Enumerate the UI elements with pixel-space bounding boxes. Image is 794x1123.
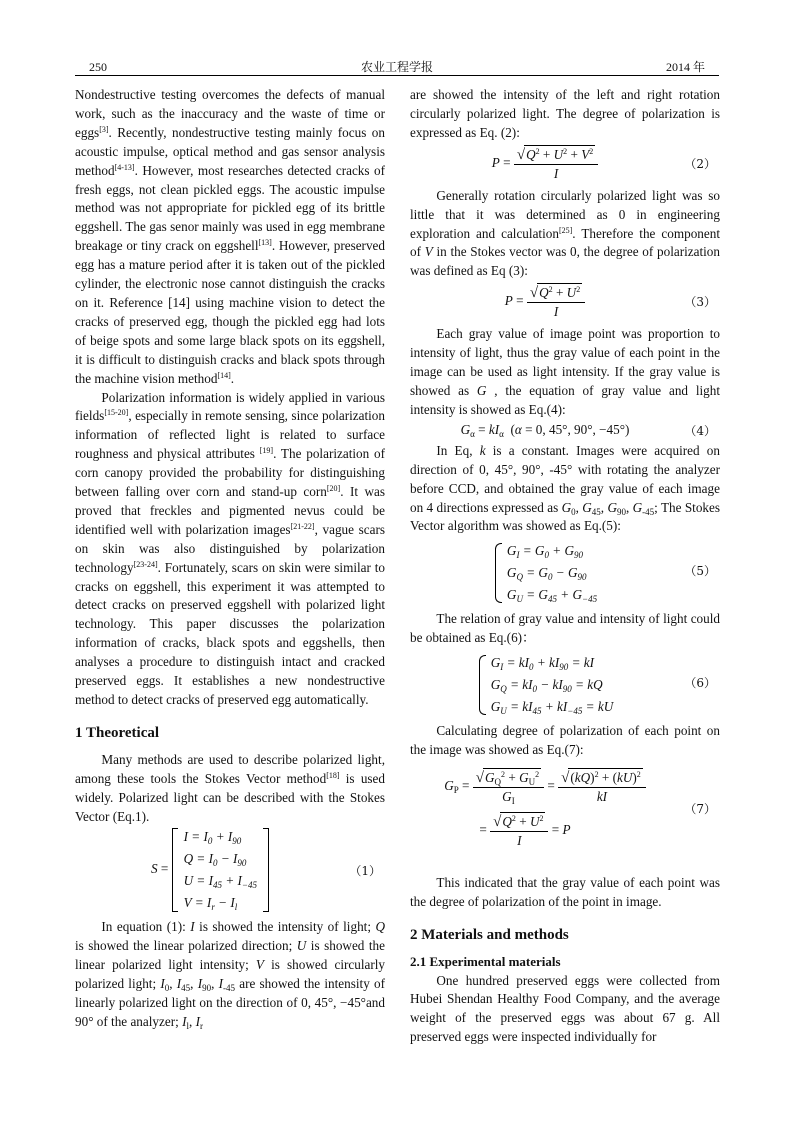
journal-name: 农业工程学报 bbox=[360, 60, 433, 74]
gray-value-paragraph: Each gray value of image point was proportion to intensity of light, thus the gray value of each point in the image can be used as light intensity. If the gray value is showed as G , the equation of gray value and light intensity is showed as Eq.(4): bbox=[410, 326, 721, 417]
circular-polarization-paragraph: are showed the intensity of the left and right rotation circularly polarized light. The degree of polarization is expressed as Eq. (2): bbox=[410, 87, 720, 140]
intro-paragraph-1: Nondestructive testing overcomes the defects of manual work, such as the inaccuracy and the waste of time or eggs[3]. Recently, nondestructive testing mainly focus on acoustic impulse, optical method and gas sensor analysis method[4-13]. However, most researches detected cracks of fresh eggs, not clean pickled eggs. The acoustic impulse method was not appropriate for pickled egg of its brittle eggshell. The gas senor mainly was used in egg membrane breakage or tiny crack on eggshell[13]. However, preserved egg has a mature period after it is taken out of the pickled cylinder, the electronic nose cannot distinguish the cracks on it. Reference [14] using machine vision to detect the cracks of preserved egg, though the pickled egg had lots of beige spots and some large black spots on its eggshell, it is difficult to distinguish cracks and black spots through the machine vision method[14]. bbox=[75, 87, 385, 386]
left-column bbox=[75, 86, 385, 1032]
section-heading-1: 1 Theoretical bbox=[75, 724, 160, 741]
header-rule bbox=[75, 75, 719, 76]
equation-1-number: （1） bbox=[349, 864, 381, 879]
intro-paragraph-2: Polarization information is widely applied in various fields[15-20], especially in remote sensing, since polarization information of reflected light is related to surface roughness and physical attributes [19]. The polarization of corn canopy provided the probability for distinguishing between falling over corn and stand-up corn[20]. It was proved that freckles and pigmented nevus could be identified well with polarization images[21-22], vague scars on skin was also distinguished by polarization technology[23-24]. Fortunately, scars on skin were similar to cracks on eggshell, this experiment it was attempted to detect cracks on preserved eggshell with polarized light technology. This paper discusses the polarization information of cracks, black spots and eggshells, then analyses a procedure to distinguish intact and cracked preserved eggs. It establishes a new nondestructive method to detect cracks of preserved egg automatically. bbox=[75, 389, 386, 707]
equation-3: P = $\frac{√Q^2 + U^2}{I}$ （3） bbox=[504, 285, 716, 320]
equation-2: P = $\frac{√Q^2 + U^2 + V^2}{I}$ （2） bbox=[491, 146, 716, 181]
relation-paragraph: The relation of gray value and intensity of light could be obtained as Eq.(6)： bbox=[410, 611, 720, 646]
equation-2-number: （2） bbox=[684, 156, 716, 171]
subsection-heading-2-1: 2.1 Experimental materials bbox=[410, 953, 561, 969]
equation-7-number: （7） bbox=[684, 801, 716, 816]
acquisition-paragraph: In Eq, k is a constant. Images were acquired on direction of 0, 45°, 90°, -45° with rotating the analyzer before CCD, and obtained the gray value of each image on 4 directions expressed as $G_0$, $G_{45}$, $G_{90}$, $G_{-45}$; The Stokes Vector algorithm was showed as Eq.(5): bbox=[410, 442, 720, 534]
conclusion-paragraph: This indicated that the gray value of each point was the degree of polarization of the point in image. bbox=[410, 874, 720, 909]
equation-4: $G_\alpha = kI_\alpha$ (α = 0, 45°, 90°, −45°) （4） bbox=[460, 421, 716, 439]
page-number: 250 bbox=[89, 60, 107, 74]
equation-3-number: （3） bbox=[684, 295, 716, 310]
materials-paragraph: One hundred preserved eggs were collected from Hubei Shendan Healthy Food Company, and the average weight of the preserved eggs was about 67 g. All preserved eggs were inspected individually for bbox=[410, 972, 720, 1045]
equation-7: $G_P$ = $\frac{√G_Q^2 + G_U^2}{G_I}$ = $\frac{√(kQ)^2 + (kU)^2}{kI}$ = $\frac{√Q^2 + U^2}{I}$ = P （7） bbox=[444, 769, 716, 848]
equation-1: S = $I = I_0 + I_{90}$ $Q = I_0 - I_{90}$ $U = I_{45} + I_{-45}$ $V = I_r - I_l$ （1） bbox=[75, 826, 385, 918]
equation-1-explanation: In equation (1): I is showed the intensity of light; Q is showed the linear polarized direction; U is showed the linear polarized light intensity; V is showed circularly polarized light; $I_0$, $I_{45}$, $I_{90}$, $I_{-45}$ are showed the intensity of linearly polarized light on the direction of 0, 45°, −45°and 90° of the analyzer; $I_l$, $I_r$ bbox=[75, 919, 386, 1031]
equation-5: $G_I = G_0 + G_{90}$ $G_Q = G_0 - G_{90}$ $G_U = G_{45} + G_{-45}$ （5） bbox=[410, 536, 720, 610]
equation-4-number: （4） bbox=[684, 423, 716, 438]
equation-5-number: （5） bbox=[684, 564, 716, 579]
rotation-paragraph: Generally rotation circularly polarized light was so little that it was determined as 0 in engineering exploration and calculation[25]. Therefore the component of V in the Stokes vector was 0, the degree of polarization was defined as Eq (3): bbox=[410, 187, 720, 279]
right-column bbox=[410, 86, 720, 1047]
equation-6: $G_I = kI_0 + kI_{90}$ = kI $G_Q = kI_0 - kI_{90}$ = kQ $G_U = kI_{45} + kI_{-45}$ = kU （6） bbox=[410, 648, 720, 722]
degree-paragraph: Calculating degree of polarization of each point on the image was showed as Eq.(7): bbox=[410, 723, 720, 758]
section-heading-2: 2 Materials and methods bbox=[410, 926, 569, 943]
equation-6-number: （6） bbox=[684, 676, 716, 691]
theory-paragraph: Many methods are used to describe polarized light, among these tools the Stokes Vector method[18] is used widely. Polarized light can be described with the Stokes Vector (Eq.1). bbox=[75, 751, 385, 824]
publication-year: 2014 年 bbox=[665, 60, 705, 74]
running-header bbox=[75, 56, 719, 76]
